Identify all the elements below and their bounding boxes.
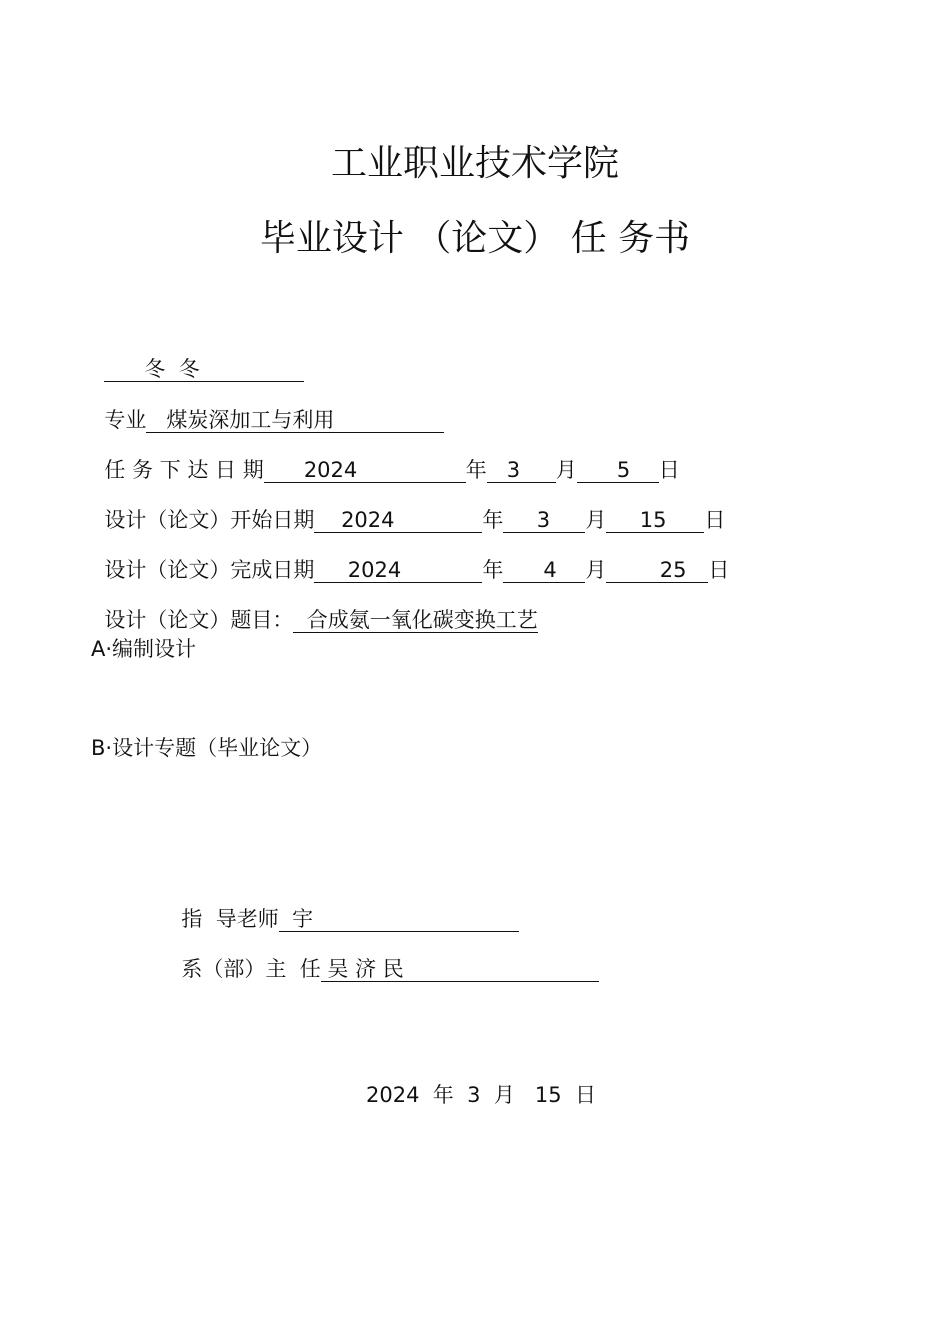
dept-head-field <box>321 959 599 982</box>
end-day-field <box>606 560 708 583</box>
issue-day-field <box>577 460 659 483</box>
major-field <box>146 410 444 433</box>
issue-date-label: 任 务 下 达 日 期 <box>104 458 264 482</box>
topic-value: 合成氨一氧化碳变换工艺 <box>306 608 538 632</box>
start-year-unit: 年 <box>482 508 504 532</box>
signing-date <box>0 1085 950 1106</box>
dept-head-name: 吴 济 民 <box>327 957 404 981</box>
end-month-unit: 月 <box>585 558 607 582</box>
student-name-field <box>104 359 304 382</box>
footer-year: 2024 <box>365 1083 420 1107</box>
start-day-field <box>606 510 704 533</box>
start-date-line <box>91 489 725 533</box>
issue-month-unit: 月 <box>555 458 577 482</box>
topic-field <box>293 610 537 633</box>
advisor-name: 宇 <box>292 907 314 931</box>
footer-day: 15 <box>534 1083 562 1107</box>
end-day: 25 <box>659 558 687 582</box>
start-year-field <box>314 510 482 533</box>
end-month-field <box>503 560 585 583</box>
end-year-field <box>314 560 482 583</box>
issue-day-unit: 日 <box>658 458 680 482</box>
footer-month: 3 <box>467 1083 481 1107</box>
document-title: 毕业设计 （论文） 任 务书 <box>259 218 691 259</box>
major-label: 专业 <box>104 408 147 432</box>
end-date-label: 设计（论文）完成日期 <box>104 558 315 582</box>
issue-day: 5 <box>616 458 631 482</box>
start-month: 3 <box>536 508 551 532</box>
start-month-field <box>503 510 585 533</box>
end-date-line <box>91 539 729 583</box>
dept-head-line <box>168 938 599 982</box>
issue-year-field <box>264 460 466 483</box>
topic-line <box>91 589 538 633</box>
footer-year-unit: 年 <box>432 1083 454 1107</box>
end-day-unit: 日 <box>708 558 730 582</box>
topic-label: 设计（论文）题目： <box>104 608 294 632</box>
advisor-field <box>279 909 519 932</box>
school-name: 工业职业技术学院 <box>330 143 619 184</box>
end-year-unit: 年 <box>482 558 504 582</box>
end-month: 4 <box>543 558 557 582</box>
issue-month: 3 <box>506 458 521 482</box>
section-a-heading: A·编制设计 <box>91 637 197 661</box>
start-month-unit: 月 <box>585 508 607 532</box>
advisor-line <box>168 888 519 932</box>
start-day-unit: 日 <box>704 508 726 532</box>
issue-month-field <box>487 460 556 483</box>
section-b-heading: B·设计专题（毕业论文） <box>91 736 323 760</box>
start-date-label: 设计（论文）开始日期 <box>104 508 315 532</box>
major-value: 煤炭深加工与利用 <box>166 408 335 432</box>
student-name: 冬 冬 <box>144 357 200 381</box>
footer-day-unit: 日 <box>575 1083 597 1107</box>
issue-year-unit: 年 <box>465 458 487 482</box>
start-day: 15 <box>639 508 667 532</box>
issue-date-line <box>91 439 680 483</box>
issue-year: 2024 <box>303 458 358 482</box>
footer-month-unit: 月 <box>493 1083 515 1107</box>
student-name-line <box>91 338 304 382</box>
major-line <box>91 389 444 433</box>
dept-head-label: 系（部）主 任 <box>181 957 321 981</box>
end-year: 2024 <box>347 558 402 582</box>
advisor-label: 指 导老师 <box>181 907 279 931</box>
start-year: 2024 <box>341 508 395 532</box>
